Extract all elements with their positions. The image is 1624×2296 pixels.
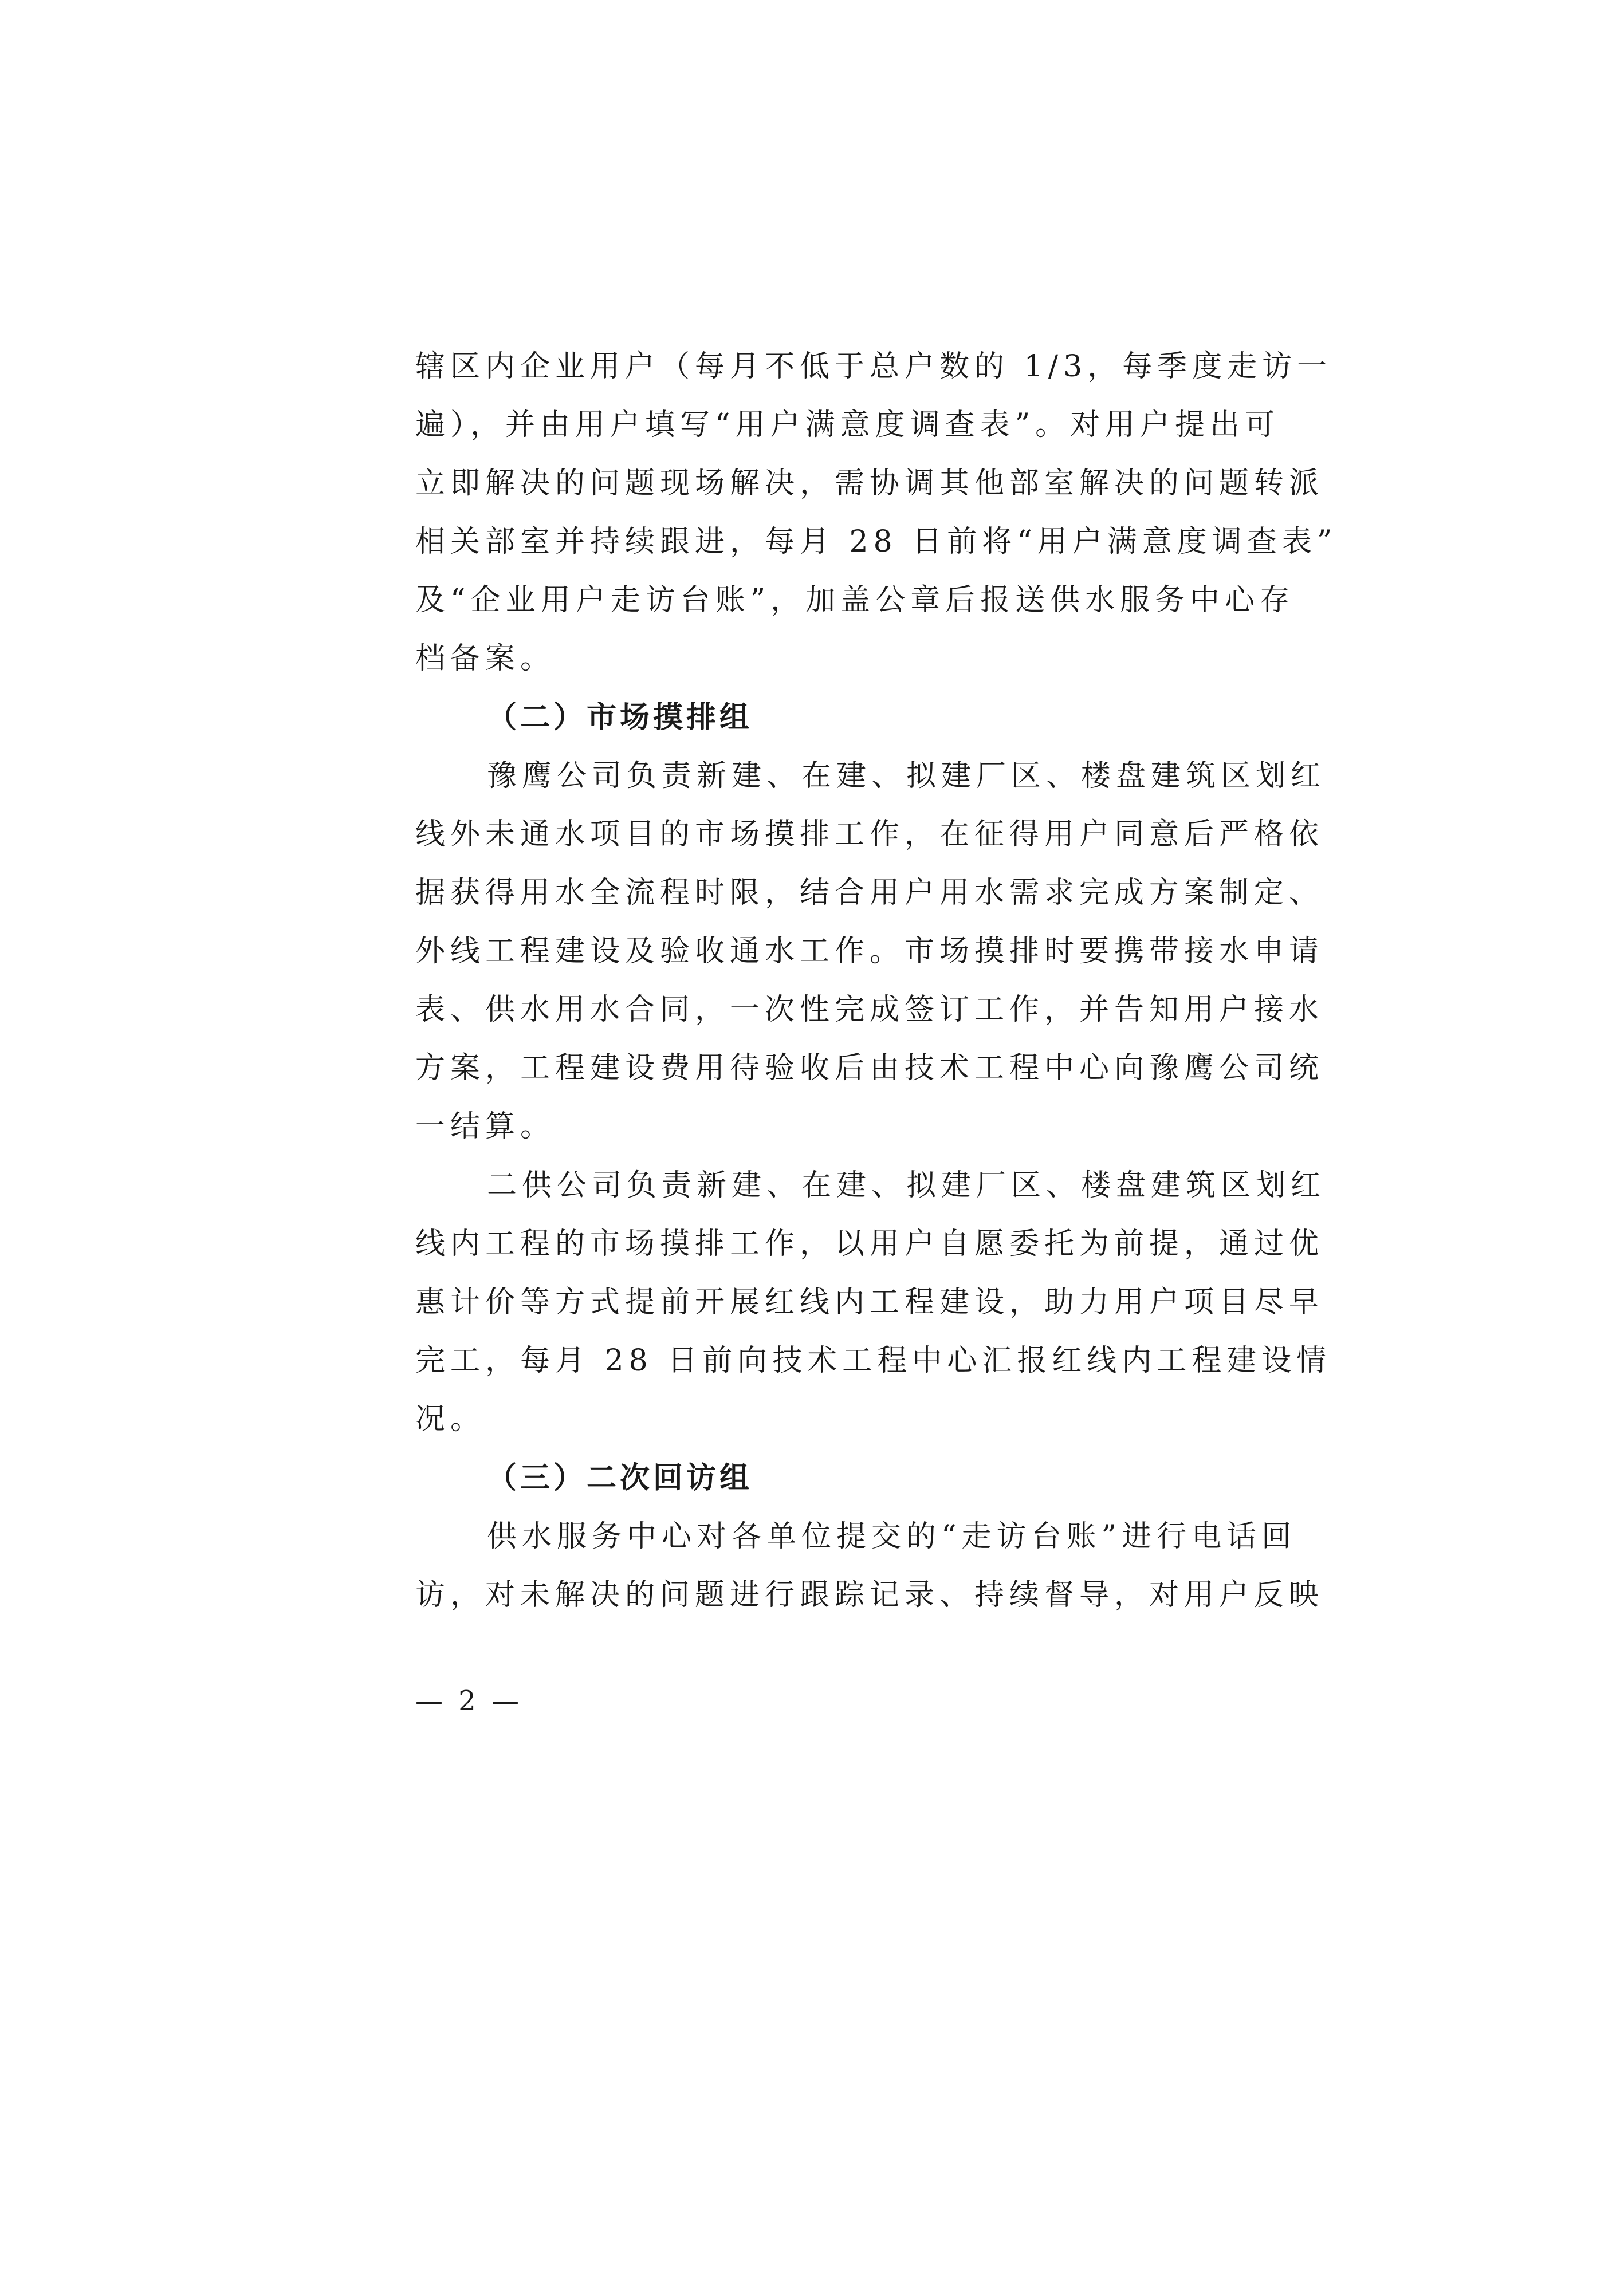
text-line: 相关部室并持续跟进，每月 28 日前将“用户满意度调查表” [415,525,1338,559]
text-line: 方案，工程建设费用待验收后由技术工程中心向豫鹰公司统 [415,1051,1324,1085]
paragraph-start-line: 二供公司负责新建、在建、拟建厂区、楼盘建筑区划红 [487,1168,1326,1203]
section-heading: （二）市场摸排组 [487,700,753,735]
text-line: 表、供水用水合同，一次性完成签订工作，并告知用户接水 [415,993,1324,1027]
section-heading: （三）二次回访组 [487,1460,753,1495]
text-line: 完工，每月 28 日前向技术工程中心汇报红线内工程建设情 [415,1344,1332,1378]
text-line: 遍），并由用户填写“用户满意度调查表”。对用户提出可 [415,408,1280,442]
text-line: 辖区内企业用户（每月不低于总户数的 1/3，每季度走访一 [415,349,1332,384]
text-line: 及“企业用户走访台账”，加盖公章后报送供水服务中心存 [415,583,1295,617]
text-line: 外线工程建设及验收通水工作。市场摸排时要携带接水申请 [415,934,1324,968]
text-line: 档备案。 [415,641,556,676]
text-line: 一结算。 [415,1109,556,1144]
text-line: 访，对未解决的问题进行跟踪记录、持续督导，对用户反映 [415,1578,1324,1612]
text-line: 据获得用水全流程时限，结合用户用水需求完成方案制定、 [415,876,1324,910]
text-line: 线内工程的市场摸排工作，以用户自愿委托为前提，通过优 [415,1227,1324,1261]
text-line: 况。 [415,1402,486,1436]
text-line: 惠计价等方式提前开展红线内工程建设，助力用户项目尽早 [415,1285,1324,1320]
text-line: 立即解决的问题现场解决，需协调其他部室解决的问题转派 [415,466,1324,501]
paragraph-start-line: 供水服务中心对各单位提交的“走访台账”进行电话回 [487,1519,1297,1554]
paragraph-start-line: 豫鹰公司负责新建、在建、拟建厂区、楼盘建筑区划红 [487,759,1326,793]
page-number: — 2 — [415,1685,523,1717]
text-line: 线外未通水项目的市场摸排工作，在征得用户同意后严格依 [415,817,1324,852]
